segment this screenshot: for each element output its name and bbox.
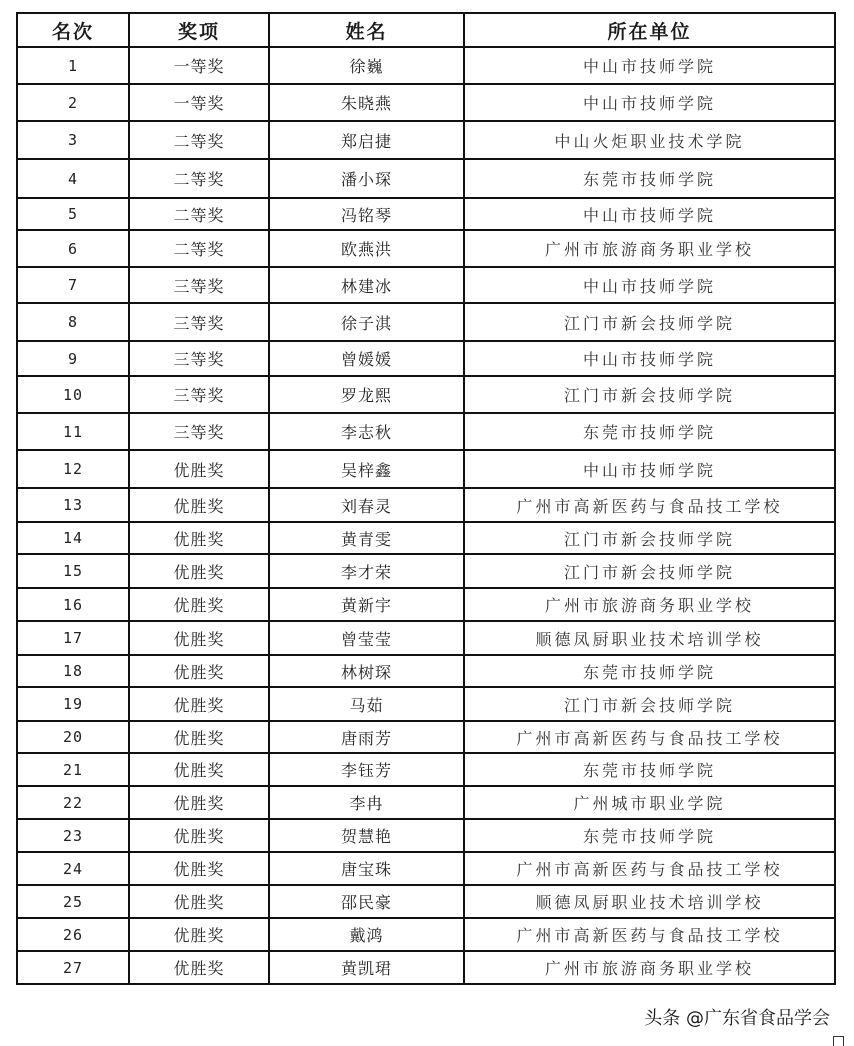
table-row [17, 413, 835, 450]
table-row [17, 588, 835, 621]
header-name: 姓名 [269, 13, 464, 47]
rank-cell: 4 [17, 159, 129, 198]
table-row [17, 852, 835, 885]
table-row [17, 918, 835, 951]
unit-cell: 江门市新会技师学院 [464, 376, 835, 413]
rank-cell: 23 [17, 819, 129, 852]
unit-cell: 东莞市技师学院 [464, 655, 835, 687]
name-cell: 罗龙熙 [269, 376, 464, 413]
award-cell: 优胜奖 [129, 655, 269, 687]
table-row [17, 819, 835, 852]
unit-cell: 中山市技师学院 [464, 47, 835, 84]
rank-cell: 24 [17, 852, 129, 885]
award-cell: 优胜奖 [129, 951, 269, 984]
rank-cell: 5 [17, 198, 129, 230]
award-cell: 二等奖 [129, 198, 269, 230]
rank-cell: 20 [17, 721, 129, 753]
rank-cell: 17 [17, 621, 129, 655]
table-row [17, 522, 835, 554]
award-cell: 二等奖 [129, 159, 269, 198]
name-cell: 黄青雯 [269, 522, 464, 554]
rank-cell: 8 [17, 303, 129, 341]
table-row [17, 159, 835, 198]
unit-cell: 东莞市技师学院 [464, 159, 835, 198]
header-award: 奖项 [129, 13, 269, 47]
award-cell: 优胜奖 [129, 721, 269, 753]
unit-cell: 中山火炬职业技术学院 [464, 121, 835, 159]
award-cell: 一等奖 [129, 47, 269, 84]
award-cell: 优胜奖 [129, 621, 269, 655]
unit-cell: 广州市高新医药与食品技工学校 [464, 918, 835, 951]
name-cell: 刘春灵 [269, 488, 464, 522]
name-cell: 李钰芳 [269, 753, 464, 786]
award-cell: 三等奖 [129, 376, 269, 413]
table-row [17, 753, 835, 786]
rank-cell: 3 [17, 121, 129, 159]
name-cell: 林树琛 [269, 655, 464, 687]
header-unit: 所在单位 [464, 13, 835, 47]
rank-cell: 26 [17, 918, 129, 951]
unit-cell: 江门市新会技师学院 [464, 687, 835, 721]
unit-cell: 中山市技师学院 [464, 267, 835, 303]
award-cell: 优胜奖 [129, 522, 269, 554]
award-cell: 二等奖 [129, 121, 269, 159]
table-row [17, 267, 835, 303]
table-row [17, 721, 835, 753]
rank-cell: 18 [17, 655, 129, 687]
award-cell: 优胜奖 [129, 852, 269, 885]
unit-cell: 广州城市职业学院 [464, 786, 835, 819]
award-cell: 三等奖 [129, 341, 269, 376]
rank-cell: 16 [17, 588, 129, 621]
rank-cell: 27 [17, 951, 129, 984]
award-cell: 优胜奖 [129, 885, 269, 918]
name-cell: 欧燕洪 [269, 230, 464, 267]
rank-cell: 7 [17, 267, 129, 303]
name-cell: 徐巍 [269, 47, 464, 84]
unit-cell: 广州市旅游商务职业学校 [464, 951, 835, 984]
table-row [17, 687, 835, 721]
table-row [17, 84, 835, 121]
unit-cell: 广州市高新医药与食品技工学校 [464, 852, 835, 885]
name-cell: 戴鸿 [269, 918, 464, 951]
rank-cell: 2 [17, 84, 129, 121]
rank-cell: 1 [17, 47, 129, 84]
name-cell: 郑启捷 [269, 121, 464, 159]
rank-cell: 9 [17, 341, 129, 376]
award-cell: 优胜奖 [129, 786, 269, 819]
name-cell: 唐雨芳 [269, 721, 464, 753]
table-row [17, 655, 835, 687]
award-cell: 三等奖 [129, 303, 269, 341]
unit-cell: 顺德凤厨职业技术培训学校 [464, 885, 835, 918]
table-row [17, 450, 835, 488]
award-cell: 优胜奖 [129, 819, 269, 852]
award-cell: 一等奖 [129, 84, 269, 121]
name-cell: 黄新宇 [269, 588, 464, 621]
corner-mark [833, 1036, 844, 1046]
name-cell: 黄凯珺 [269, 951, 464, 984]
award-cell: 三等奖 [129, 267, 269, 303]
award-cell: 二等奖 [129, 230, 269, 267]
unit-cell: 江门市新会技师学院 [464, 554, 835, 588]
name-cell: 冯铭琴 [269, 198, 464, 230]
unit-cell: 广州市旅游商务职业学校 [464, 588, 835, 621]
rank-cell: 12 [17, 450, 129, 488]
rank-cell: 19 [17, 687, 129, 721]
unit-cell: 江门市新会技师学院 [464, 303, 835, 341]
table-row [17, 554, 835, 588]
table-row [17, 341, 835, 376]
name-cell: 潘小琛 [269, 159, 464, 198]
unit-cell: 江门市新会技师学院 [464, 522, 835, 554]
award-cell: 优胜奖 [129, 687, 269, 721]
unit-cell: 顺德凤厨职业技术培训学校 [464, 621, 835, 655]
award-cell: 三等奖 [129, 413, 269, 450]
table-row [17, 885, 835, 918]
table-row [17, 786, 835, 819]
rank-cell: 11 [17, 413, 129, 450]
unit-cell: 广州市高新医药与食品技工学校 [464, 721, 835, 753]
name-cell: 李才荣 [269, 554, 464, 588]
unit-cell: 广州市高新医药与食品技工学校 [464, 488, 835, 522]
unit-cell: 东莞市技师学院 [464, 413, 835, 450]
name-cell: 李志秋 [269, 413, 464, 450]
name-cell: 贺慧艳 [269, 819, 464, 852]
rank-cell: 10 [17, 376, 129, 413]
award-cell: 优胜奖 [129, 488, 269, 522]
award-cell: 优胜奖 [129, 918, 269, 951]
name-cell: 吴梓鑫 [269, 450, 464, 488]
rank-cell: 6 [17, 230, 129, 267]
table-row [17, 47, 835, 84]
unit-cell: 东莞市技师学院 [464, 819, 835, 852]
name-cell: 马茹 [269, 687, 464, 721]
table-row [17, 621, 835, 655]
award-cell: 优胜奖 [129, 450, 269, 488]
unit-cell: 中山市技师学院 [464, 450, 835, 488]
table-row [17, 376, 835, 413]
table-row [17, 303, 835, 341]
table-row [17, 951, 835, 984]
table-row [17, 230, 835, 267]
unit-cell: 中山市技师学院 [464, 198, 835, 230]
table-row [17, 488, 835, 522]
table-row [17, 198, 835, 230]
name-cell: 李冉 [269, 786, 464, 819]
rank-cell: 14 [17, 522, 129, 554]
unit-cell: 东莞市技师学院 [464, 753, 835, 786]
unit-cell: 广州市旅游商务职业学校 [464, 230, 835, 267]
header-row [17, 13, 835, 47]
header-rank: 名次 [17, 13, 129, 47]
rank-cell: 13 [17, 488, 129, 522]
name-cell: 朱晓燕 [269, 84, 464, 121]
name-cell: 唐宝珠 [269, 852, 464, 885]
award-cell: 优胜奖 [129, 554, 269, 588]
watermark: 头条 @广东省食品学会 [642, 1004, 832, 1030]
name-cell: 林建冰 [269, 267, 464, 303]
rank-cell: 21 [17, 753, 129, 786]
name-cell: 邵民豪 [269, 885, 464, 918]
unit-cell: 中山市技师学院 [464, 84, 835, 121]
award-cell: 优胜奖 [129, 588, 269, 621]
table-body [17, 47, 835, 984]
award-cell: 优胜奖 [129, 753, 269, 786]
results-table [16, 12, 836, 985]
name-cell: 徐子淇 [269, 303, 464, 341]
unit-cell: 中山市技师学院 [464, 341, 835, 376]
rank-cell: 25 [17, 885, 129, 918]
name-cell: 曾媛媛 [269, 341, 464, 376]
rank-cell: 15 [17, 554, 129, 588]
name-cell: 曾莹莹 [269, 621, 464, 655]
rank-cell: 22 [17, 786, 129, 819]
table-row [17, 121, 835, 159]
